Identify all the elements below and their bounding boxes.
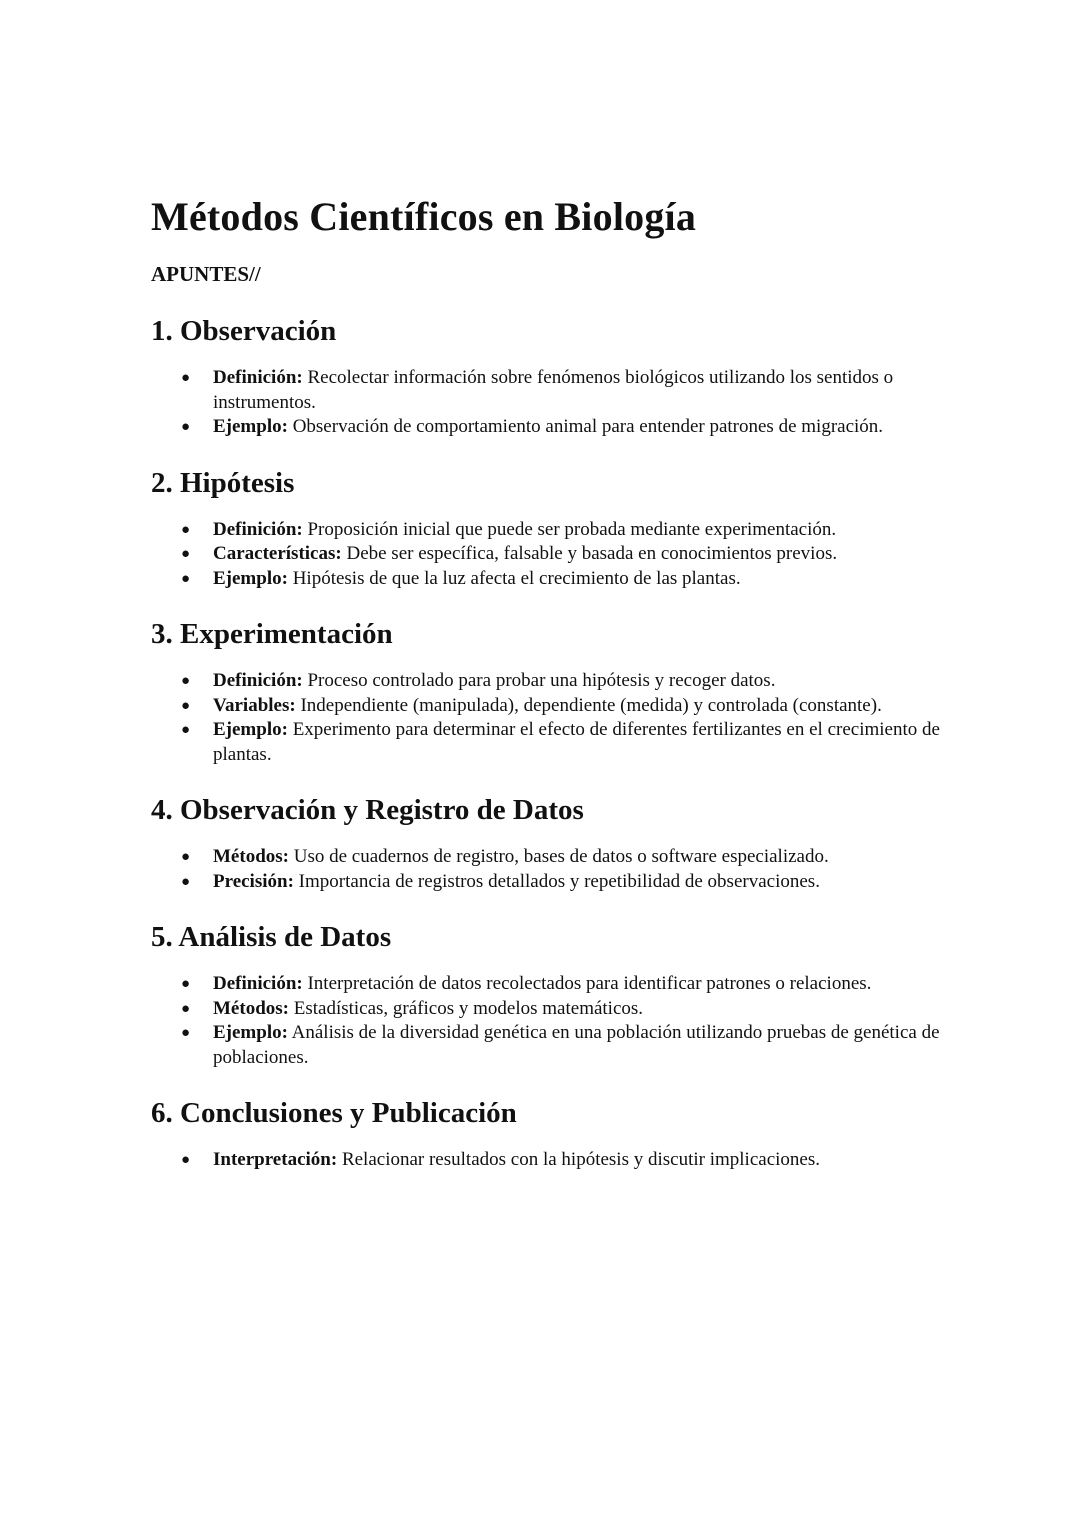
section-analisis-datos [151,918,941,1070]
list-item [151,415,941,440]
list-item [151,518,941,543]
item-term: Métodos: [213,997,289,1019]
item-term: Ejemplo: [213,416,288,437]
list-item [151,997,941,1022]
bullet-list [151,972,941,1070]
bullet-list [151,669,941,767]
bullet-icon: ● [181,673,191,689]
item-text: Proceso controlado para probar una hipótesis y recoger datos. [307,670,776,691]
bullet-icon: ● [181,722,191,738]
list-item [151,718,941,767]
bullet-icon: ● [181,419,191,435]
section-hipotesis [151,464,941,592]
item-text: Observación de comportamiento animal para entender patrones de migración. [292,416,884,437]
item-term: Definición: [213,670,303,691]
list-item [151,870,941,895]
bullet-icon: ● [181,873,191,890]
list-item [151,542,941,567]
item-text: Uso de cuadernos de registro, bases de datos o software especializado. [293,846,829,867]
bullet-list [151,366,941,440]
bullet-icon: ● [181,546,191,562]
item-text: Hipótesis de que la luz afecta el crecimiento de las plantas. [292,567,741,589]
list-item [151,669,941,694]
item-text: Proposición inicial que puede ser probada mediante experimentación. [307,518,837,540]
list-item [151,1148,941,1173]
bullet-icon: ● [181,1000,191,1017]
item-term: Variables: [213,694,296,716]
item-text: Importancia de registros detallados y repetibilidad de observaciones. [298,870,820,892]
list-item [151,567,941,592]
item-text: Interpretación de datos recolectados para identificar patrones o relaciones. [307,973,872,994]
document-page [151,188,941,1173]
section-registro-datos [151,791,941,894]
section-heading: 5. Análisis de Datos [151,921,392,953]
bullet-icon: ● [181,521,191,538]
section-heading: 6. Conclusiones y Publicación [151,1097,517,1129]
bullet-icon: ● [181,1152,191,1168]
bullet-icon: ● [181,849,191,865]
item-text: Relacionar resultados con la hipótesis y discutir implicaciones. [341,1149,820,1170]
bullet-list [151,845,941,894]
item-text: Estadísticas, gráficos y modelos matemáticos. [293,997,644,1019]
item-term: Características: [213,543,342,564]
item-term: Definición: [213,973,303,994]
section-heading: 2. Hipótesis [151,466,295,499]
section-heading: 3. Experimentación [151,618,393,650]
bullet-icon: ● [181,697,191,714]
bullet-list [151,518,941,592]
list-item [151,694,941,719]
section-experimentacion [151,615,941,767]
document-subtitle: APUNTES// [151,262,261,286]
section-heading: 1. Observación [151,315,337,347]
bullet-icon: ● [181,370,191,386]
section-heading: 4. Observación y Registro de Datos [151,794,584,826]
item-term: Definición: [213,367,303,388]
list-item [151,972,941,997]
bullet-list [151,1148,941,1173]
item-term: Ejemplo: [213,567,288,589]
document-title: Métodos Científicos en Biología [151,194,697,239]
item-text: Independiente (manipulada), dependiente (medida) y controlada (constante). [300,694,882,716]
list-item [151,845,941,870]
item-term: Interpretación: [213,1149,338,1170]
bullet-icon: ● [181,1025,191,1041]
list-item [151,366,941,415]
bullet-icon: ● [181,570,191,587]
item-term: Ejemplo: [213,719,288,740]
item-term: Precisión: [213,870,294,892]
item-text: Análisis de la diversidad genética en una población utilizando pruebas de genética de poblaciones. [213,1022,940,1068]
list-item [151,1021,941,1070]
item-term: Métodos: [213,846,289,867]
item-term: Ejemplo: [213,1022,288,1043]
item-term: Definición: [213,518,303,540]
bullet-icon: ● [181,976,191,992]
section-observacion [151,312,941,440]
item-text: Experimento para determinar el efecto de diferentes fertilizantes en el crecimiento de plantas. [213,719,940,765]
section-conclusiones [151,1094,941,1173]
item-text: Recolectar información sobre fenómenos biológicos utilizando los sentidos o instrumentos. [213,367,894,413]
item-text: Debe ser específica, falsable y basada en conocimientos previos. [346,543,838,564]
